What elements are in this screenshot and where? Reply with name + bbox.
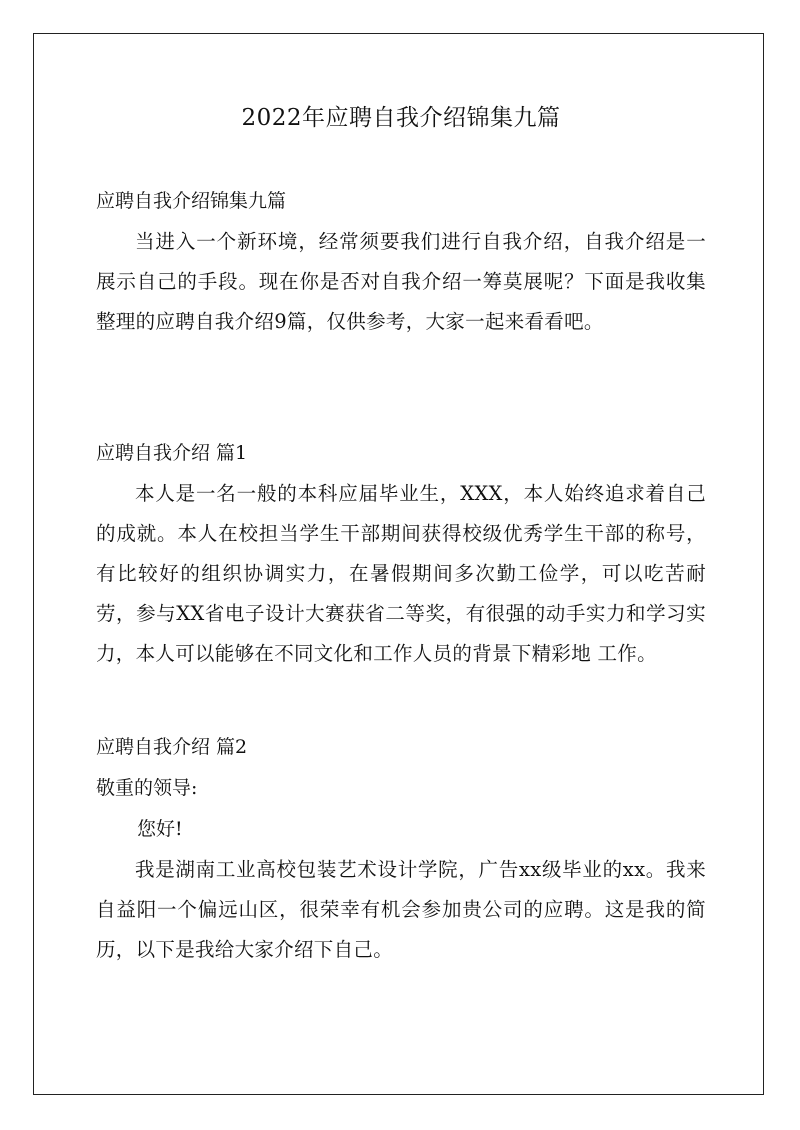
section-1-paragraph: 本人是一名一般的本科应届毕业生，XXX，本人始终追求着自己的成就。本人在校担当学生干部期间获得校级优秀学生干部的称号，有比较好的组织协调实力，在暑假期间多次勤工俭学，可以吃苦耐劳，参与XX省电子设计大赛获省二等奖，有很强的动手实力和学习实力，本人可以能够在不同文化和工作人员的背景下精彩地 工作。 [96, 482, 706, 665]
section-2-paragraph: 我是湖南工业高校包装艺术设计学院，广告xx级毕业的xx。我来自益阳一个偏远山区，很荣幸有机会参加贵公司的应聘。这是我的简历，以下是我给大家介绍下自己。 [96, 858, 706, 961]
section-1-heading: 应聘自我介绍 篇1 [96, 442, 248, 464]
section-2-salutation: 敬重的领导: [96, 777, 198, 799]
section-2-heading: 应聘自我介绍 篇2 [96, 736, 248, 758]
section-2-greeting: 您好! [137, 818, 183, 840]
intro-paragraph: 当进入一个新环境，经常须要我们进行自我介绍，自我介绍是一展示自己的手段。现在你是否对自我介绍一筹莫展呢？下面是我收集整理的应聘自我介绍9篇，仅供参考，大家一起来看看吧。 [96, 230, 706, 333]
main-heading: 应聘自我介绍锦集九篇 [96, 190, 287, 212]
document-title: 2022年应聘自我介绍锦集九篇 [241, 105, 561, 131]
